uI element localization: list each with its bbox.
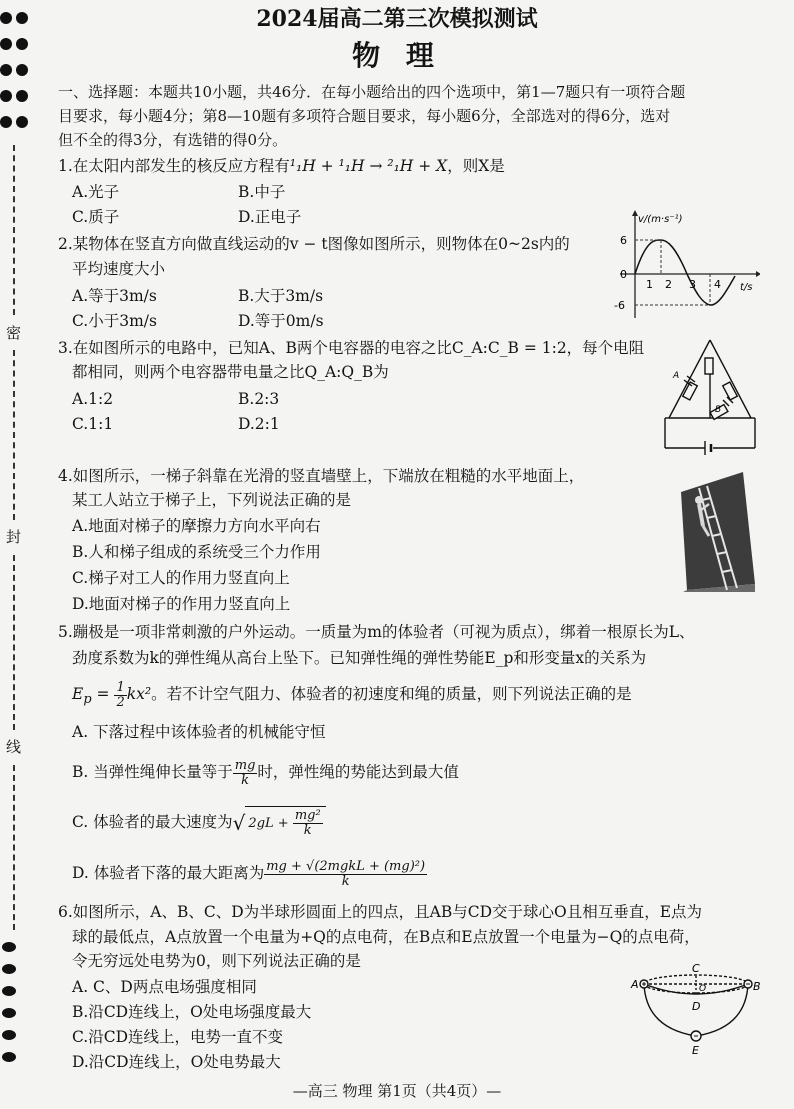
q3-label-b: B	[715, 405, 722, 415]
q3-option-c[interactable]: C.1:1	[72, 415, 114, 433]
q5-option-b-fraction	[233, 759, 258, 788]
q6-stem-line: 球的最低点，A点放置一个电量为+Q的点电荷，在B点和E点放置一个电量为−Q的点电荷，	[72, 928, 700, 946]
q5-ep-equals: =	[91, 685, 115, 703]
q2-option-c[interactable]: C.小于3m/s	[72, 312, 157, 330]
q5-option-b-frac-numerator: mg	[234, 757, 256, 773]
margin-hole	[0, 116, 12, 128]
q1-stem-pre: 1.在太阳内部发生的核反应方程有	[58, 157, 290, 175]
q5-option-c[interactable]	[72, 805, 326, 841]
q5-stem-post: 。若不计空气阻力、体验者的初速度和绳的质量，则下列说法正确的是	[151, 685, 632, 703]
q1-stem-post: ，则X是	[447, 157, 505, 175]
q6-option-a[interactable]: A. C、D两点电场强度相同	[72, 978, 257, 996]
q4-option-b[interactable]: B.人和梯子组成的系统受三个力作用	[72, 543, 321, 561]
q2-graph-ytick-top: 6	[620, 234, 627, 247]
q3-option-a[interactable]: A.1:2	[72, 390, 114, 408]
q4-option-d[interactable]: D.地面对梯子的作用力竖直向上	[72, 595, 291, 613]
q6-option-b[interactable]: B.沿CD连线上，O处电场强度最大	[72, 1003, 312, 1021]
q4-option-a[interactable]: A.地面对梯子的摩擦力方向水平向右	[72, 517, 321, 535]
q2-graph-ytick-zero: 0	[620, 268, 627, 281]
q2-stem-line: 平均速度大小	[72, 260, 166, 278]
q5-option-b-pre: B. 当弹性绳伸长量等于	[72, 763, 233, 781]
section-intro-line: 但不全的得3分，有选错的得0分。	[58, 131, 288, 149]
q1-equation: ¹₁H + ¹₁H → ²₁H + X	[289, 157, 448, 175]
q5-ep-frac-denominator: 2	[116, 694, 125, 710]
q2-graph-ylabel: v/(m·s⁻¹)	[638, 214, 683, 225]
q6-stem-line: 令无穷远处电势为0，则下列说法正确的是	[72, 952, 361, 970]
margin-char-mi: 密	[6, 324, 22, 342]
q3-option-b[interactable]: B.2:3	[238, 390, 280, 408]
q2-graph-xtick: 3	[689, 278, 696, 291]
margin-hole	[2, 964, 16, 974]
q5-option-c-radicand-a: 2gL +	[248, 815, 293, 831]
q4-wall	[681, 472, 755, 590]
q2-graph-xlabel: t/s	[740, 282, 753, 293]
q2-graph-arrow	[756, 271, 760, 277]
q5-option-b[interactable]	[72, 756, 459, 788]
q3-stem-line: 都相同，则两个电容器带电量之比Q_A:Q_B为	[72, 363, 389, 381]
q4-ladder-figure	[677, 470, 757, 592]
q1-option-b[interactable]: B.中子	[238, 183, 286, 201]
q5-option-c-radicand	[245, 806, 325, 841]
margin-dashed-line	[13, 765, 15, 930]
section-intro-line: 一、选择题：本题共10小题，共46分．在每小题给出的四个选项中，第1—7题只有一项符合题	[58, 83, 686, 101]
q2-graph-ytick-bottom: -6	[614, 299, 625, 312]
q5-ep-symbol: E	[72, 685, 84, 703]
q6-label-o: O	[699, 984, 707, 994]
exam-title: 2024届高二第三次模拟测试	[256, 6, 538, 32]
margin-dashed-line	[13, 145, 15, 315]
margin-hole	[2, 986, 16, 996]
margin-char-feng: 封	[6, 528, 22, 546]
margin-hole	[2, 1008, 16, 1018]
q3-stem-line: 3.在如图所示的电路中，已知A、B两个电容器的电容之比C_A:C_B = 1:2，每个电阻	[58, 339, 645, 357]
margin-char-xian: 线	[6, 738, 22, 756]
q5-ep-subscript: p	[83, 692, 92, 708]
margin-hole	[0, 90, 12, 102]
q3-resistor	[723, 382, 738, 400]
q2-graph-xtick: 1	[646, 278, 653, 291]
section-intro-line: 目要求，每小题4分；第8—10题有多项符合题目要求，每小题6分，全部选对的得6分，选对	[58, 107, 671, 125]
q6-label-b: B	[753, 980, 761, 993]
q3-label-a: A	[673, 371, 680, 381]
margin-hole	[2, 1030, 16, 1040]
q2-stem-line: 2.某物体在竖直方向做直线运动的v − t图像如图所示，则物体在0~2s内的	[58, 235, 570, 253]
q5-stem-line	[72, 678, 632, 716]
margin-dashed-line	[13, 350, 15, 520]
margin-dashed-line	[13, 555, 15, 730]
q6-option-c[interactable]: C.沿CD连线上，电势一直不变	[72, 1028, 284, 1046]
q4-stem-line: 4.如图所示，一梯子斜靠在光滑的竖直墙壁上，下端放在粗糙的水平地面上，	[58, 467, 585, 485]
q5-option-b-post: 时，弹性绳的势能达到最大值	[257, 763, 459, 781]
margin-hole	[16, 90, 28, 102]
q5-option-c-pre: C. 体验者的最大速度为	[72, 813, 233, 831]
q6-option-d[interactable]: D.沿CD连线上，O处电势最大	[72, 1053, 281, 1071]
q5-option-d-pre: D. 体验者下落的最大距离为	[72, 864, 265, 882]
q5-stem-line: 5.蹦极是一项非常刺激的户外运动。一质量为m的体验者（可视为质点），绑着一根原长为L、	[58, 623, 695, 641]
q2-option-a[interactable]: A.等于3m/s	[72, 287, 157, 305]
q2-graph-xtick: 4	[714, 278, 721, 291]
q6-label-c: C	[692, 962, 700, 975]
q5-option-d[interactable]	[72, 856, 427, 890]
q1-option-a[interactable]: A.光子	[72, 183, 120, 201]
q2-graph-xtick: 2	[665, 278, 672, 291]
q6-label-d: D	[692, 1000, 701, 1013]
q4-option-c[interactable]: C.梯子对工人的作用力竖直向上	[72, 569, 290, 587]
q5-option-d-fraction	[264, 860, 427, 889]
q5-ep-frac-numerator: 1	[116, 679, 125, 695]
margin-hole	[2, 942, 16, 952]
q5-ep-fraction	[114, 681, 126, 710]
q6-hemisphere-diagram	[628, 958, 768, 1058]
q3-circuit-diagram	[655, 330, 765, 460]
q5-stem-line: 劲度系数为k的弹性绳从高台上坠下。已知弹性绳的弹性势能E_p和形变量x的关系为	[72, 649, 647, 667]
q6-label-e: E	[692, 1044, 699, 1057]
q5-option-d-frac-denominator: k	[341, 873, 350, 889]
q2-option-b[interactable]: B.大于3m/s	[238, 287, 324, 305]
q5-option-d-frac-numerator: mg + √(2mgkL + (mg)²)	[266, 858, 426, 874]
q3-option-d[interactable]: D.2:1	[238, 415, 280, 433]
q5-radical-sign: √	[232, 811, 246, 835]
page-footer: —高三 物理 第1页（共4页）—	[292, 1082, 502, 1100]
q5-option-a[interactable]: A. 下落过程中该体验者的机械能守恒	[72, 723, 326, 741]
q5-option-c-frac-numerator: mg²	[294, 807, 321, 823]
q1-stem	[58, 156, 505, 176]
q1-option-c[interactable]: C.质子	[72, 208, 120, 226]
q5-option-b-frac-denominator: k	[241, 772, 250, 788]
q4-stem-line: 某工人站立于梯子上，下列说法正确的是	[72, 491, 352, 509]
q5-option-c-frac-denominator: k	[303, 822, 312, 838]
q6-label-a: A	[631, 978, 639, 991]
q3-resistor	[705, 358, 713, 374]
subject-title: 物 理	[352, 39, 442, 72]
margin-hole	[2, 1052, 16, 1062]
q5-ep-rhs: kx²	[126, 685, 152, 703]
q2-graph-curve	[635, 240, 735, 305]
q1-option-d[interactable]: D.正电子	[238, 208, 302, 226]
margin-hole	[16, 116, 28, 128]
q6-stem-line: 6.如图所示，A、B、C、D为半球形圆面上的四点，且AB与CD交于球心O且相互垂直，E点为	[58, 903, 703, 921]
q4-worker-head	[695, 496, 703, 504]
q2-option-d[interactable]: D.等于0m/s	[238, 312, 324, 330]
q2-vt-graph	[610, 208, 760, 326]
q5-option-c-fraction	[293, 809, 323, 838]
